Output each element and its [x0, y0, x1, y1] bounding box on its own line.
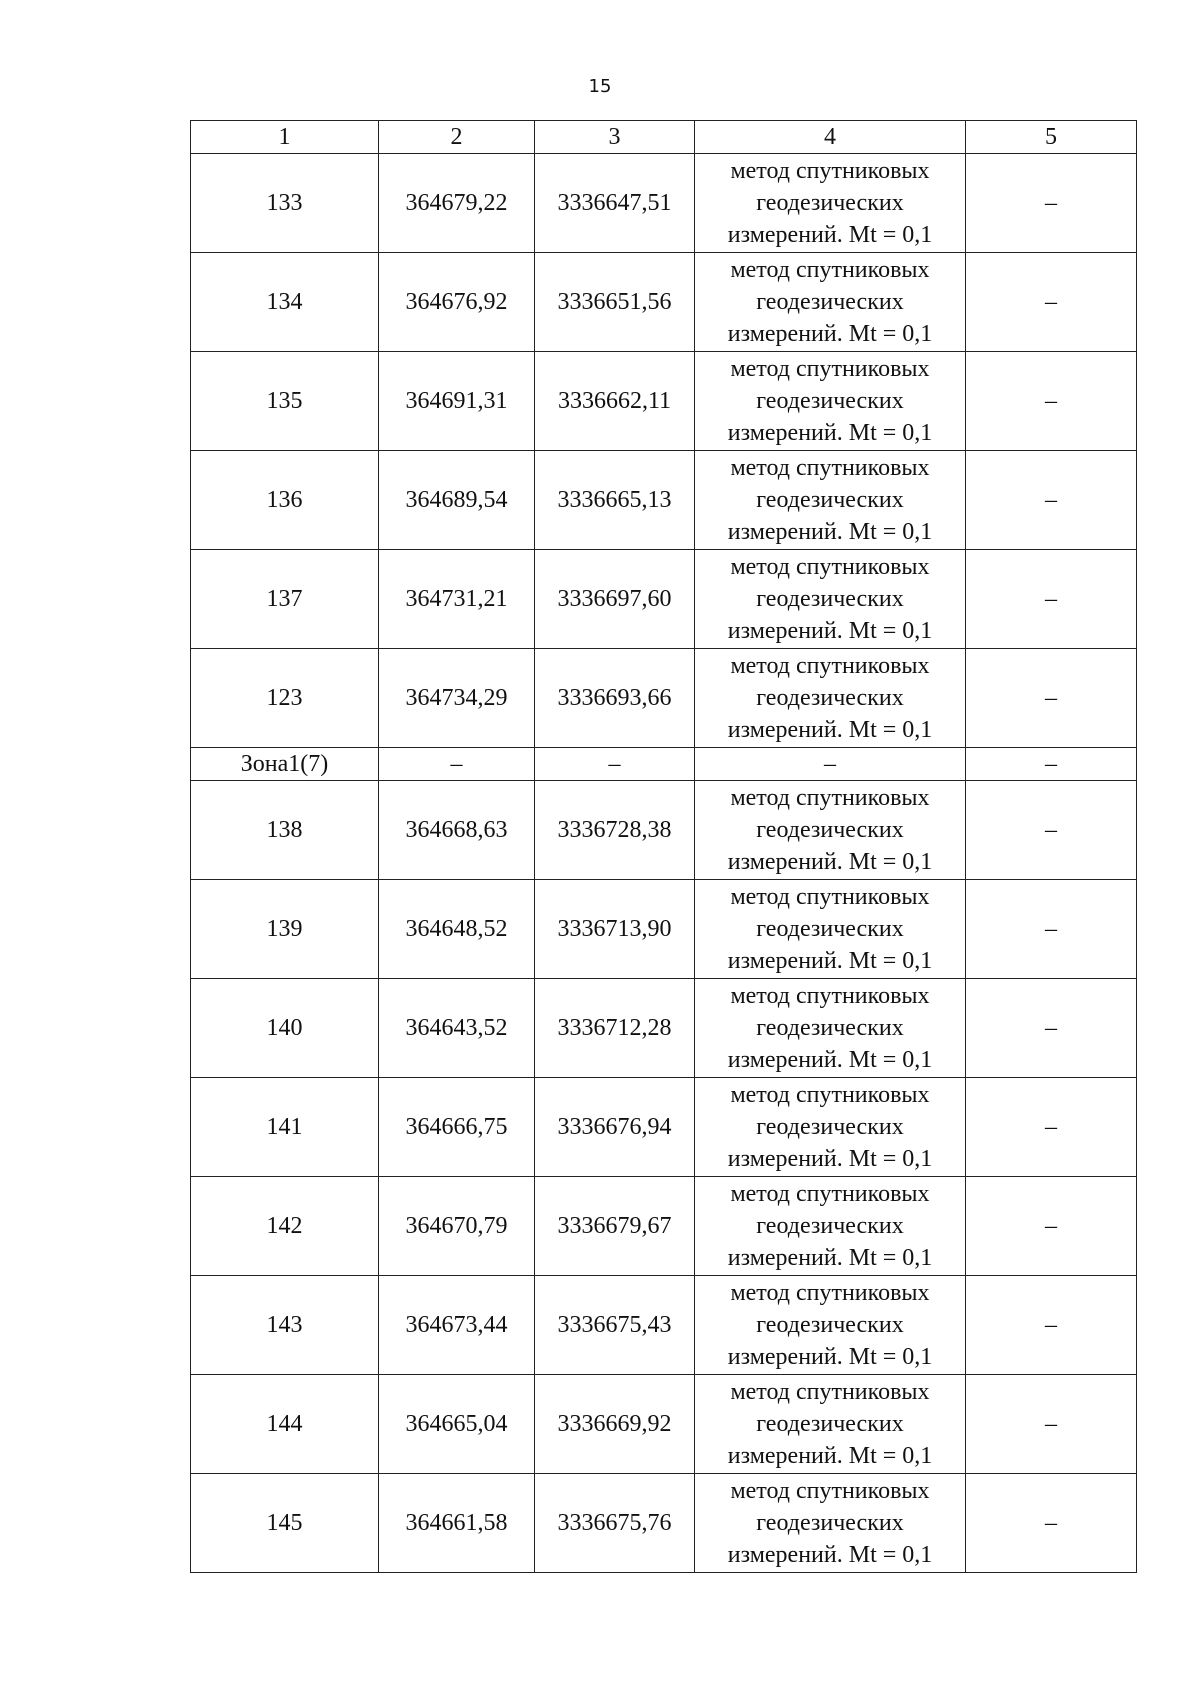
method-line: измерений. Mt = 0,1 — [727, 1245, 933, 1271]
header-cell-1: 1 — [191, 121, 379, 154]
table-row — [191, 880, 1137, 979]
point-number-cell: 142 — [191, 1177, 379, 1276]
method-cell — [695, 253, 966, 352]
description-cell: – — [966, 550, 1137, 649]
x-coordinate-cell: 364666,75 — [379, 1078, 535, 1177]
method-cell — [695, 1276, 966, 1375]
coordinates-table — [190, 120, 1137, 1573]
method-line: метод спутниковых — [730, 1280, 930, 1306]
method-line: геодезических — [756, 586, 904, 612]
method-cell — [695, 154, 966, 253]
description-cell: – — [966, 880, 1137, 979]
method-line: измерений. Mt = 0,1 — [727, 321, 933, 347]
table-row — [191, 979, 1137, 1078]
x-coordinate-cell: 364665,04 — [379, 1375, 535, 1474]
table-row — [191, 781, 1137, 880]
method-line: измерений. Mt = 0,1 — [727, 1443, 933, 1469]
description-cell: – — [966, 253, 1137, 352]
table-row — [191, 253, 1137, 352]
method-cell — [695, 1177, 966, 1276]
method-line: измерений. Mt = 0,1 — [727, 849, 933, 875]
point-number-cell: 145 — [191, 1474, 379, 1573]
x-coordinate-cell: 364679,22 — [379, 154, 535, 253]
method-line: измерений. Mt = 0,1 — [727, 1146, 933, 1172]
y-coordinate-cell: 3336647,51 — [535, 154, 695, 253]
x-coordinate-cell: 364673,44 — [379, 1276, 535, 1375]
point-number-cell: 138 — [191, 781, 379, 880]
method-line: геодезических — [756, 1312, 904, 1338]
method-line: метод спутниковых — [730, 356, 930, 382]
method-line: метод спутниковых — [730, 554, 930, 580]
header-cell-2: 2 — [379, 121, 535, 154]
method-cell — [695, 880, 966, 979]
method-line: метод спутниковых — [730, 257, 930, 283]
method-line: измерений. Mt = 0,1 — [727, 1344, 933, 1370]
method-cell — [695, 748, 966, 781]
point-number-cell: 134 — [191, 253, 379, 352]
description-cell: – — [966, 1177, 1137, 1276]
description-cell: – — [966, 1276, 1137, 1375]
description-cell: – — [966, 352, 1137, 451]
method-line: метод спутниковых — [730, 158, 930, 184]
method-line: метод спутниковых — [730, 455, 930, 481]
x-coordinate-cell: 364668,63 — [379, 781, 535, 880]
point-number-cell: 123 — [191, 649, 379, 748]
x-coordinate-cell: – — [379, 748, 535, 781]
x-coordinate-cell: 364643,52 — [379, 979, 535, 1078]
method-line: геодезических — [756, 1510, 904, 1536]
method-line: измерений. Mt = 0,1 — [727, 1047, 933, 1073]
method-line: геодезических — [756, 289, 904, 315]
y-coordinate-cell: 3336651,56 — [535, 253, 695, 352]
method-cell — [695, 781, 966, 880]
table-row — [191, 1078, 1137, 1177]
method-line: геодезических — [756, 1114, 904, 1140]
description-cell: – — [966, 1375, 1137, 1474]
method-line: метод спутниковых — [730, 653, 930, 679]
method-cell — [695, 352, 966, 451]
table-row — [191, 550, 1137, 649]
table-row — [191, 1474, 1137, 1573]
y-coordinate-cell: 3336675,76 — [535, 1474, 695, 1573]
method-line: измерений. Mt = 0,1 — [727, 948, 933, 974]
method-line: геодезических — [756, 1411, 904, 1437]
zone-row — [191, 748, 1137, 781]
point-number-cell: 141 — [191, 1078, 379, 1177]
point-number-cell: 140 — [191, 979, 379, 1078]
method-line: измерений. Mt = 0,1 — [727, 717, 933, 743]
method-cell — [695, 649, 966, 748]
method-line: геодезических — [756, 1213, 904, 1239]
table-row — [191, 154, 1137, 253]
description-cell: – — [966, 451, 1137, 550]
description-cell: – — [966, 154, 1137, 253]
y-coordinate-cell: – — [535, 748, 695, 781]
y-coordinate-cell: 3336712,28 — [535, 979, 695, 1078]
method-line: геодезических — [756, 685, 904, 711]
method-line: метод спутниковых — [730, 1379, 930, 1405]
y-coordinate-cell: 3336675,43 — [535, 1276, 695, 1375]
method-line: геодезических — [756, 190, 904, 216]
point-number-cell: 135 — [191, 352, 379, 451]
method-line: метод спутниковых — [730, 1478, 930, 1504]
method-line: метод спутниковых — [730, 1082, 930, 1108]
header-cell-5: 5 — [966, 121, 1137, 154]
method-cell — [695, 1375, 966, 1474]
method-line: измерений. Mt = 0,1 — [727, 519, 933, 545]
point-number-cell: Зона1(7) — [191, 748, 379, 781]
description-cell: – — [966, 781, 1137, 880]
header-cell-3: 3 — [535, 121, 695, 154]
y-coordinate-cell: 3336669,92 — [535, 1375, 695, 1474]
method-cell — [695, 550, 966, 649]
method-line: измерений. Mt = 0,1 — [727, 1542, 933, 1568]
x-coordinate-cell: 364648,52 — [379, 880, 535, 979]
description-cell: – — [966, 979, 1137, 1078]
point-number-cell: 143 — [191, 1276, 379, 1375]
page-number: 15 — [588, 76, 612, 97]
y-coordinate-cell: 3336676,94 — [535, 1078, 695, 1177]
method-cell — [695, 979, 966, 1078]
method-line: геодезических — [756, 817, 904, 843]
method-cell — [695, 1474, 966, 1573]
point-number-cell: 136 — [191, 451, 379, 550]
table-row — [191, 1177, 1137, 1276]
y-coordinate-cell: 3336713,90 — [535, 880, 695, 979]
point-number-cell: 133 — [191, 154, 379, 253]
method-line: геодезических — [756, 916, 904, 942]
header-cell-4: 4 — [695, 121, 966, 154]
y-coordinate-cell: 3336693,66 — [535, 649, 695, 748]
x-coordinate-cell: 364734,29 — [379, 649, 535, 748]
point-number-cell: 144 — [191, 1375, 379, 1474]
method-line: измерений. Mt = 0,1 — [727, 222, 933, 248]
description-cell: – — [966, 748, 1137, 781]
method-line: метод спутниковых — [730, 1181, 930, 1207]
description-cell: – — [966, 1078, 1137, 1177]
x-coordinate-cell: 364661,58 — [379, 1474, 535, 1573]
table-row — [191, 649, 1137, 748]
method-line: метод спутниковых — [730, 983, 930, 1009]
header-row — [191, 121, 1137, 154]
y-coordinate-cell: 3336679,67 — [535, 1177, 695, 1276]
method-line: геодезических — [756, 487, 904, 513]
method-line: измерений. Mt = 0,1 — [727, 420, 933, 446]
method-cell — [695, 451, 966, 550]
y-coordinate-cell: 3336728,38 — [535, 781, 695, 880]
x-coordinate-cell: 364731,21 — [379, 550, 535, 649]
table-row — [191, 1276, 1137, 1375]
coordinates-table-body — [191, 121, 1137, 1573]
point-number-cell: 137 — [191, 550, 379, 649]
method-line: геодезических — [756, 388, 904, 414]
method-cell — [695, 1078, 966, 1177]
x-coordinate-cell: 364676,92 — [379, 253, 535, 352]
y-coordinate-cell: 3336697,60 — [535, 550, 695, 649]
y-coordinate-cell: 3336662,11 — [535, 352, 695, 451]
table-row — [191, 451, 1137, 550]
method-line: метод спутниковых — [730, 884, 930, 910]
method-line: – — [824, 751, 836, 777]
description-cell: – — [966, 649, 1137, 748]
method-line: геодезических — [756, 1015, 904, 1041]
x-coordinate-cell: 364670,79 — [379, 1177, 535, 1276]
table-row — [191, 1375, 1137, 1474]
y-coordinate-cell: 3336665,13 — [535, 451, 695, 550]
method-line: измерений. Mt = 0,1 — [727, 618, 933, 644]
table-row — [191, 352, 1137, 451]
point-number-cell: 139 — [191, 880, 379, 979]
description-cell: – — [966, 1474, 1137, 1573]
x-coordinate-cell: 364691,31 — [379, 352, 535, 451]
x-coordinate-cell: 364689,54 — [379, 451, 535, 550]
method-line: метод спутниковых — [730, 785, 930, 811]
